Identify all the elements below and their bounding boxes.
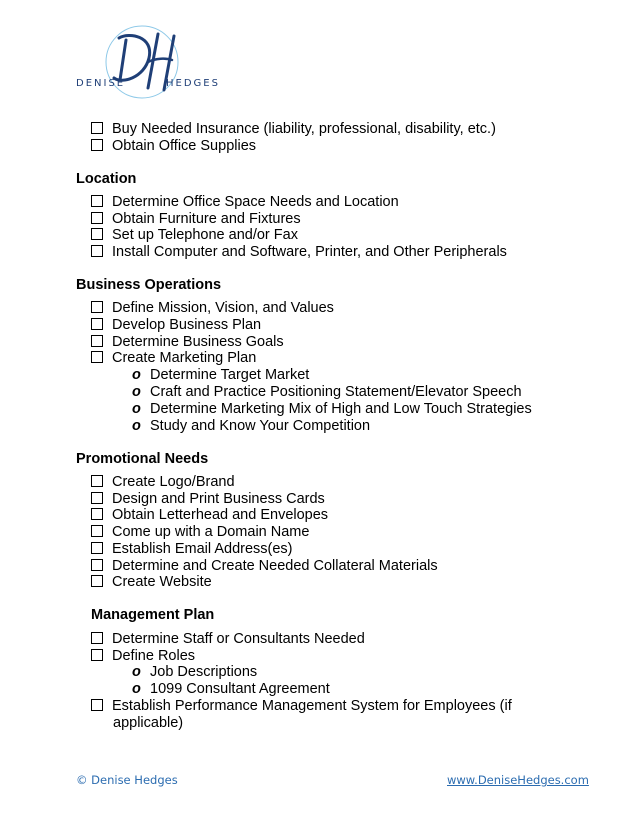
checklist-item: Obtain Office Supplies <box>91 138 256 155</box>
logo-mark <box>74 18 224 108</box>
checklist-item: Come up with a Domain Name <box>91 524 309 541</box>
section-heading-location: Location <box>76 171 137 187</box>
checklist-item: Define Mission, Vision, and Values <box>91 300 334 317</box>
checkbox-icon[interactable] <box>91 508 103 520</box>
logo <box>74 18 224 108</box>
sub-list-item: o Job Descriptions <box>132 664 258 680</box>
checkbox-icon[interactable] <box>91 575 103 587</box>
checkbox-icon[interactable] <box>91 301 103 313</box>
checkbox-icon[interactable] <box>91 525 103 537</box>
sub-list-item: o 1099 Consultant Agreement <box>132 681 330 697</box>
checklist-item: Define Roles <box>91 648 195 665</box>
checklist-item: Develop Business Plan <box>91 317 261 334</box>
checkbox-icon[interactable] <box>91 351 103 363</box>
sub-list-item: o Craft and Practice Positioning Statement/Elevator Speech <box>132 384 522 400</box>
footer-website-link[interactable]: www.DeniseHedges.com <box>447 773 589 787</box>
checkbox-icon[interactable] <box>91 318 103 330</box>
logo-last-name: HEDGES <box>166 78 220 89</box>
checkbox-icon[interactable] <box>91 228 103 240</box>
checkbox-icon[interactable] <box>91 139 103 151</box>
checkbox-icon[interactable] <box>91 245 103 257</box>
checklist-item: Set up Telephone and/or Fax <box>91 227 298 244</box>
checklist-item: Determine Business Goals <box>91 334 284 351</box>
section-heading-promotional-needs: Promotional Needs <box>76 451 209 467</box>
checkbox-icon[interactable] <box>91 195 103 207</box>
checklist-item: Design and Print Business Cards <box>91 491 325 508</box>
logo-first-name: DENISE <box>76 78 126 89</box>
checkbox-icon[interactable] <box>91 542 103 554</box>
checklist-item: Establish Email Address(es) <box>91 541 293 558</box>
checkbox-icon[interactable] <box>91 475 103 487</box>
checklist-item: Buy Needed Insurance (liability, professional, disability, etc.) <box>91 121 496 138</box>
section-heading-business-operations: Business Operations <box>76 277 222 293</box>
bullet-o-icon: o <box>132 401 141 417</box>
section-heading-management-plan: Management Plan <box>91 607 215 623</box>
sub-list-item: o Determine Target Market <box>132 367 310 383</box>
checklist-item: Determine Staff or Consultants Needed <box>91 631 365 648</box>
checklist-item: Determine and Create Needed Collateral Materials <box>91 558 438 575</box>
sub-list-item: o Determine Marketing Mix of High and Low Touch Strategies <box>132 401 532 417</box>
checklist-item: Create Logo/Brand <box>91 474 235 491</box>
checklist-item: Establish Performance Management System for Employees (if <box>91 698 512 715</box>
footer-copyright: © Denise Hedges <box>76 773 178 787</box>
bullet-o-icon: o <box>132 367 141 383</box>
sub-list-item: o Study and Know Your Competition <box>132 418 371 434</box>
bullet-o-icon: o <box>132 384 141 400</box>
checklist-item: Create Marketing Plan <box>91 350 256 367</box>
checkbox-icon[interactable] <box>91 699 103 711</box>
checkbox-icon[interactable] <box>91 632 103 644</box>
bullet-o-icon: o <box>132 418 141 434</box>
checkbox-icon[interactable] <box>91 559 103 571</box>
checkbox-icon[interactable] <box>91 212 103 224</box>
checkbox-icon[interactable] <box>91 492 103 504</box>
checklist-item: Create Website <box>91 574 212 591</box>
checkbox-icon[interactable] <box>91 335 103 347</box>
checklist-item: Obtain Furniture and Fixtures <box>91 211 301 228</box>
checkbox-icon[interactable] <box>91 122 103 134</box>
bullet-o-icon: o <box>132 681 141 697</box>
bullet-o-icon: o <box>132 664 141 680</box>
checklist-item: Install Computer and Software, Printer, and Other Peripherals <box>91 244 507 261</box>
checklist-item: Obtain Letterhead and Envelopes <box>91 507 328 524</box>
checklist-item-continuation: applicable) <box>113 715 184 731</box>
checkbox-icon[interactable] <box>91 649 103 661</box>
checklist-item: Determine Office Space Needs and Location <box>91 194 399 211</box>
